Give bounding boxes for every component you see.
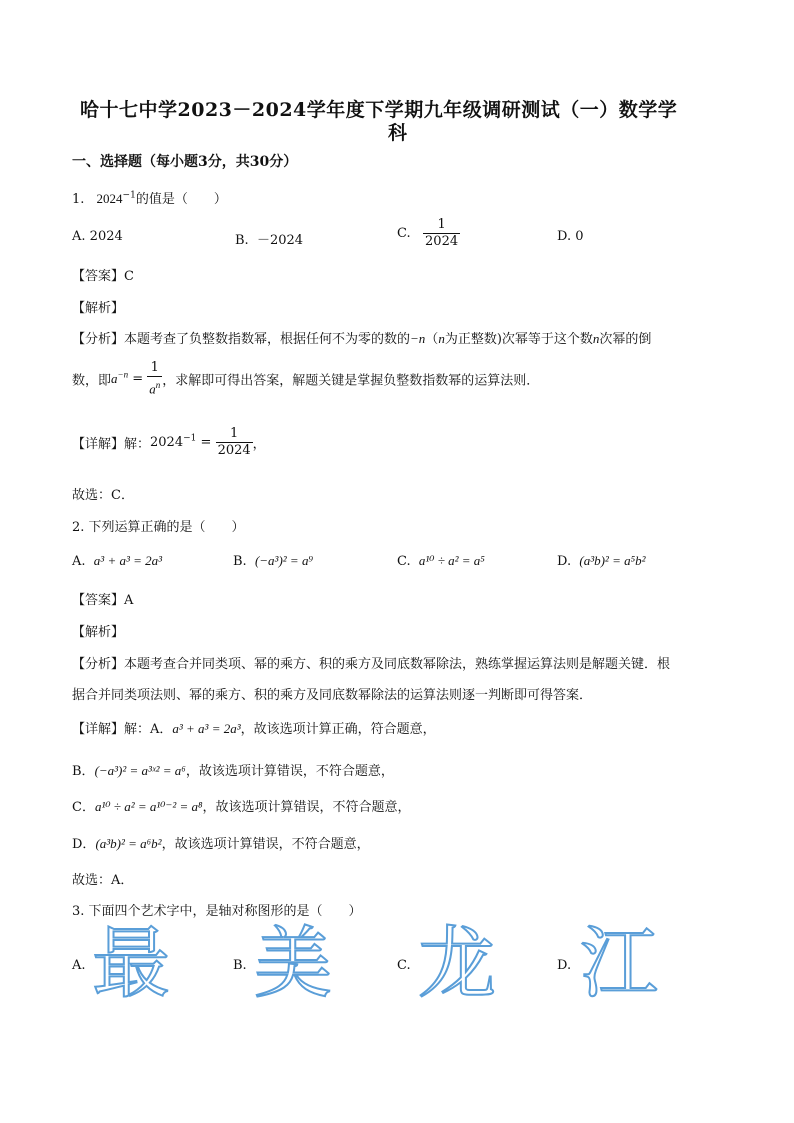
q2-answer: 【答案】A xyxy=(72,593,134,608)
q2-option-d: D. (a³b)² = a⁵b² xyxy=(557,553,646,569)
q3-option-c-label: C. xyxy=(397,958,411,973)
q2-detail-a: 【详解】解：A．a³ + a³ = 2a³，故该选项计算正确，符合题意， xyxy=(72,721,436,737)
q2-stem: 2. 下列运算正确的是（ ） xyxy=(72,520,245,535)
q2-detail-c: C．a¹⁰ ÷ a² = a¹⁰⁻² = a⁸，故该选项计算错误，不符合题意， xyxy=(72,799,411,815)
q3-option-c-art-char: 龙 xyxy=(418,919,497,1009)
page-title-line2: 科 xyxy=(388,122,408,144)
q2-option-c: C. a¹⁰ ÷ a² = a⁵ xyxy=(397,553,485,569)
q1-detail-fraction: $\frac{1}{2024}$ xyxy=(217,426,251,458)
q1-analysis-line2: 数，即$a^{-n}$ = $\frac{1}{a^n}$ ，求解即可得出答案，解题关键是掌握负整数指数幂的运算法则． xyxy=(72,360,540,397)
q1-choose: 故选：C． xyxy=(72,488,134,503)
q2-option-b: B. (−a³)² = a⁹ xyxy=(233,553,313,569)
q3-option-b-label: B. xyxy=(233,958,247,973)
q1-answer: 【答案】C xyxy=(72,269,134,284)
q1-analysis-line1: 【分析】本题考查了负整数指数幂，根据任何不为零的数的−n（n为正整数)次幂等于这个数n次幂的倒 xyxy=(72,331,652,347)
q2-option-a: A. a³ + a³ = 2a³ xyxy=(72,553,163,569)
q1-stem: 1. $2024^{-1}$的值是（ ） xyxy=(72,190,227,207)
q1-option-c-fraction: $\frac{1}{2024}$ xyxy=(425,217,459,249)
q3-option-a-art-char: 最 xyxy=(92,919,171,1009)
q3-option-a-label: A. xyxy=(72,958,86,973)
section-heading: 一、选择题（每小题3分，共30分） xyxy=(72,154,298,170)
q2-analysis-line2: 据合并同类项法则、幂的乘方、积的乘方及同底数幂除法的运算法则逐一判断即可得答案． xyxy=(72,688,593,703)
q2-detail-d: D．(a³b)² = a⁶b²，故该选项计算错误，不符合题意， xyxy=(72,836,370,852)
q2-analysis-line1: 【分析】本题考查合并同类项、幂的乘方、积的乘方及同底数幂除法，熟练掌握运算法则是解题关键．根 xyxy=(72,657,671,672)
q1-option-d: D. 0 xyxy=(557,229,584,244)
q1-analysis-fraction: $\frac{1}{a^n}$ xyxy=(149,360,161,397)
q3-option-d-art-char: 江 xyxy=(580,919,659,1009)
q2-detail-b: B．(−a³)² = a³ˣ² = a⁶，故该选项计算错误，不符合题意， xyxy=(72,763,394,779)
q1-option-a: A. 2024 xyxy=(72,229,123,244)
q3-stem: 3. 下面四个艺术字中，是轴对称图形的是（ ） xyxy=(72,904,362,919)
q1-option-b: B. －2024 xyxy=(235,233,304,248)
q1-jiexi: 【解析】 xyxy=(72,301,125,316)
q3-option-d-label: D. xyxy=(557,958,572,973)
q1-option-c: C. $\frac{1}{2024}$ xyxy=(397,217,459,249)
q2-choose: 故选：A． xyxy=(72,873,134,888)
page-title-line1: 哈十七中学2023－2024学年度下学期九年级调研测试（一）数学学 xyxy=(80,99,678,121)
q2-jiexi: 【解析】 xyxy=(72,625,125,640)
q1-detail: 【详解】解：$2024^{-1}$ = $\frac{1}{2024}$ ， xyxy=(72,426,266,458)
q3-option-b-art-char: 美 xyxy=(254,919,333,1009)
